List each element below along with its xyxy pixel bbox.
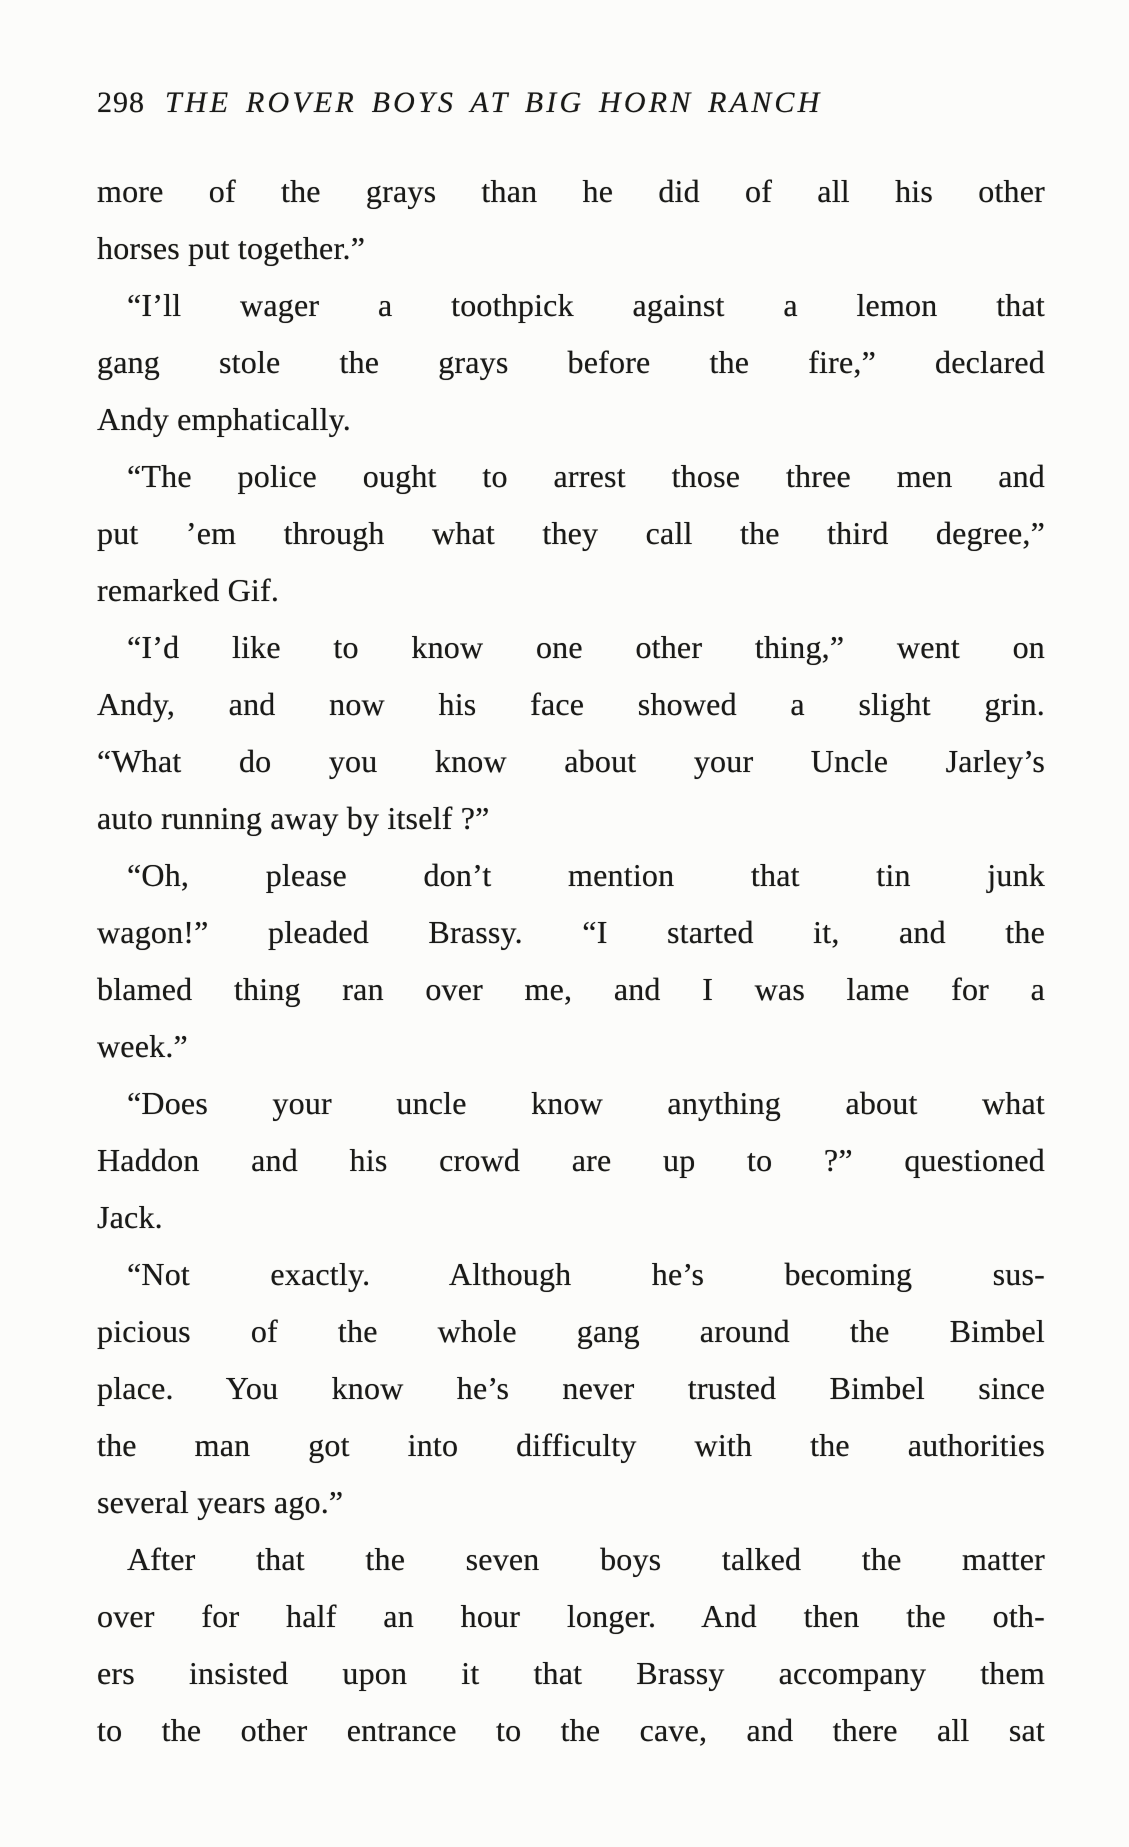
text-line: “Not exactly. Although he’s becoming sus- — [127, 1256, 1045, 1292]
text-line: After that the seven boys talked the matter — [127, 1541, 1045, 1577]
text-line: remarked Gif. — [97, 572, 280, 608]
text-line: several years ago.” — [97, 1484, 344, 1520]
text-line: blamed thing ran over me, and I was lame for a — [97, 971, 1045, 1007]
page-body — [97, 163, 1045, 1759]
text-line: wagon!” pleaded Brassy. “I started it, and the — [97, 914, 1045, 950]
paragraph — [97, 277, 1045, 448]
text-line: the man got into difficulty with the authorities — [97, 1427, 1045, 1463]
paragraph — [97, 847, 1045, 1075]
text-line: picious of the whole gang around the Bimbel — [97, 1313, 1045, 1349]
text-line: week.” — [97, 1028, 188, 1064]
text-line: place. You know he’s never trusted Bimbel since — [97, 1370, 1045, 1406]
paragraph — [97, 163, 1045, 277]
text-line: Haddon and his crowd are up to ?” questioned — [97, 1142, 1045, 1178]
text-line: “What do you know about your Uncle Jarley’s — [97, 743, 1045, 779]
text-line: “Does your uncle know anything about what — [127, 1085, 1045, 1121]
running-title: THE ROVER BOYS AT BIG HORN RANCH — [165, 86, 823, 119]
text-line: Andy emphatically. — [97, 401, 351, 437]
text-line: “Oh, please don’t mention that tin junk — [127, 857, 1045, 893]
paragraph — [97, 1075, 1045, 1246]
text-line: to the other entrance to the cave, and there all sat — [97, 1712, 1045, 1748]
page-header — [97, 86, 1045, 120]
text-line: put ’em through what they call the third degree,” — [97, 515, 1045, 551]
text-line: ers insisted upon it that Brassy accompany them — [97, 1655, 1045, 1691]
paragraph — [97, 1531, 1045, 1759]
text-line: “The police ought to arrest those three men and — [127, 458, 1045, 494]
text-line: over for half an hour longer. And then the oth- — [97, 1598, 1045, 1634]
paragraph — [97, 448, 1045, 619]
text-line: Jack. — [97, 1199, 163, 1235]
paragraph — [97, 1246, 1045, 1531]
paragraph — [97, 619, 1045, 847]
text-line: auto running away by itself ?” — [97, 800, 490, 836]
text-line: gang stole the grays before the fire,” declared — [97, 344, 1045, 380]
text-line: horses put together.” — [97, 230, 366, 266]
text-line: “I’d like to know one other thing,” went on — [127, 629, 1045, 665]
text-line: more of the grays than he did of all his other — [97, 173, 1045, 209]
page-number: 298 — [97, 86, 145, 119]
text-line: “I’ll wager a toothpick against a lemon that — [127, 287, 1045, 323]
text-line: Andy, and now his face showed a slight grin. — [97, 686, 1045, 722]
